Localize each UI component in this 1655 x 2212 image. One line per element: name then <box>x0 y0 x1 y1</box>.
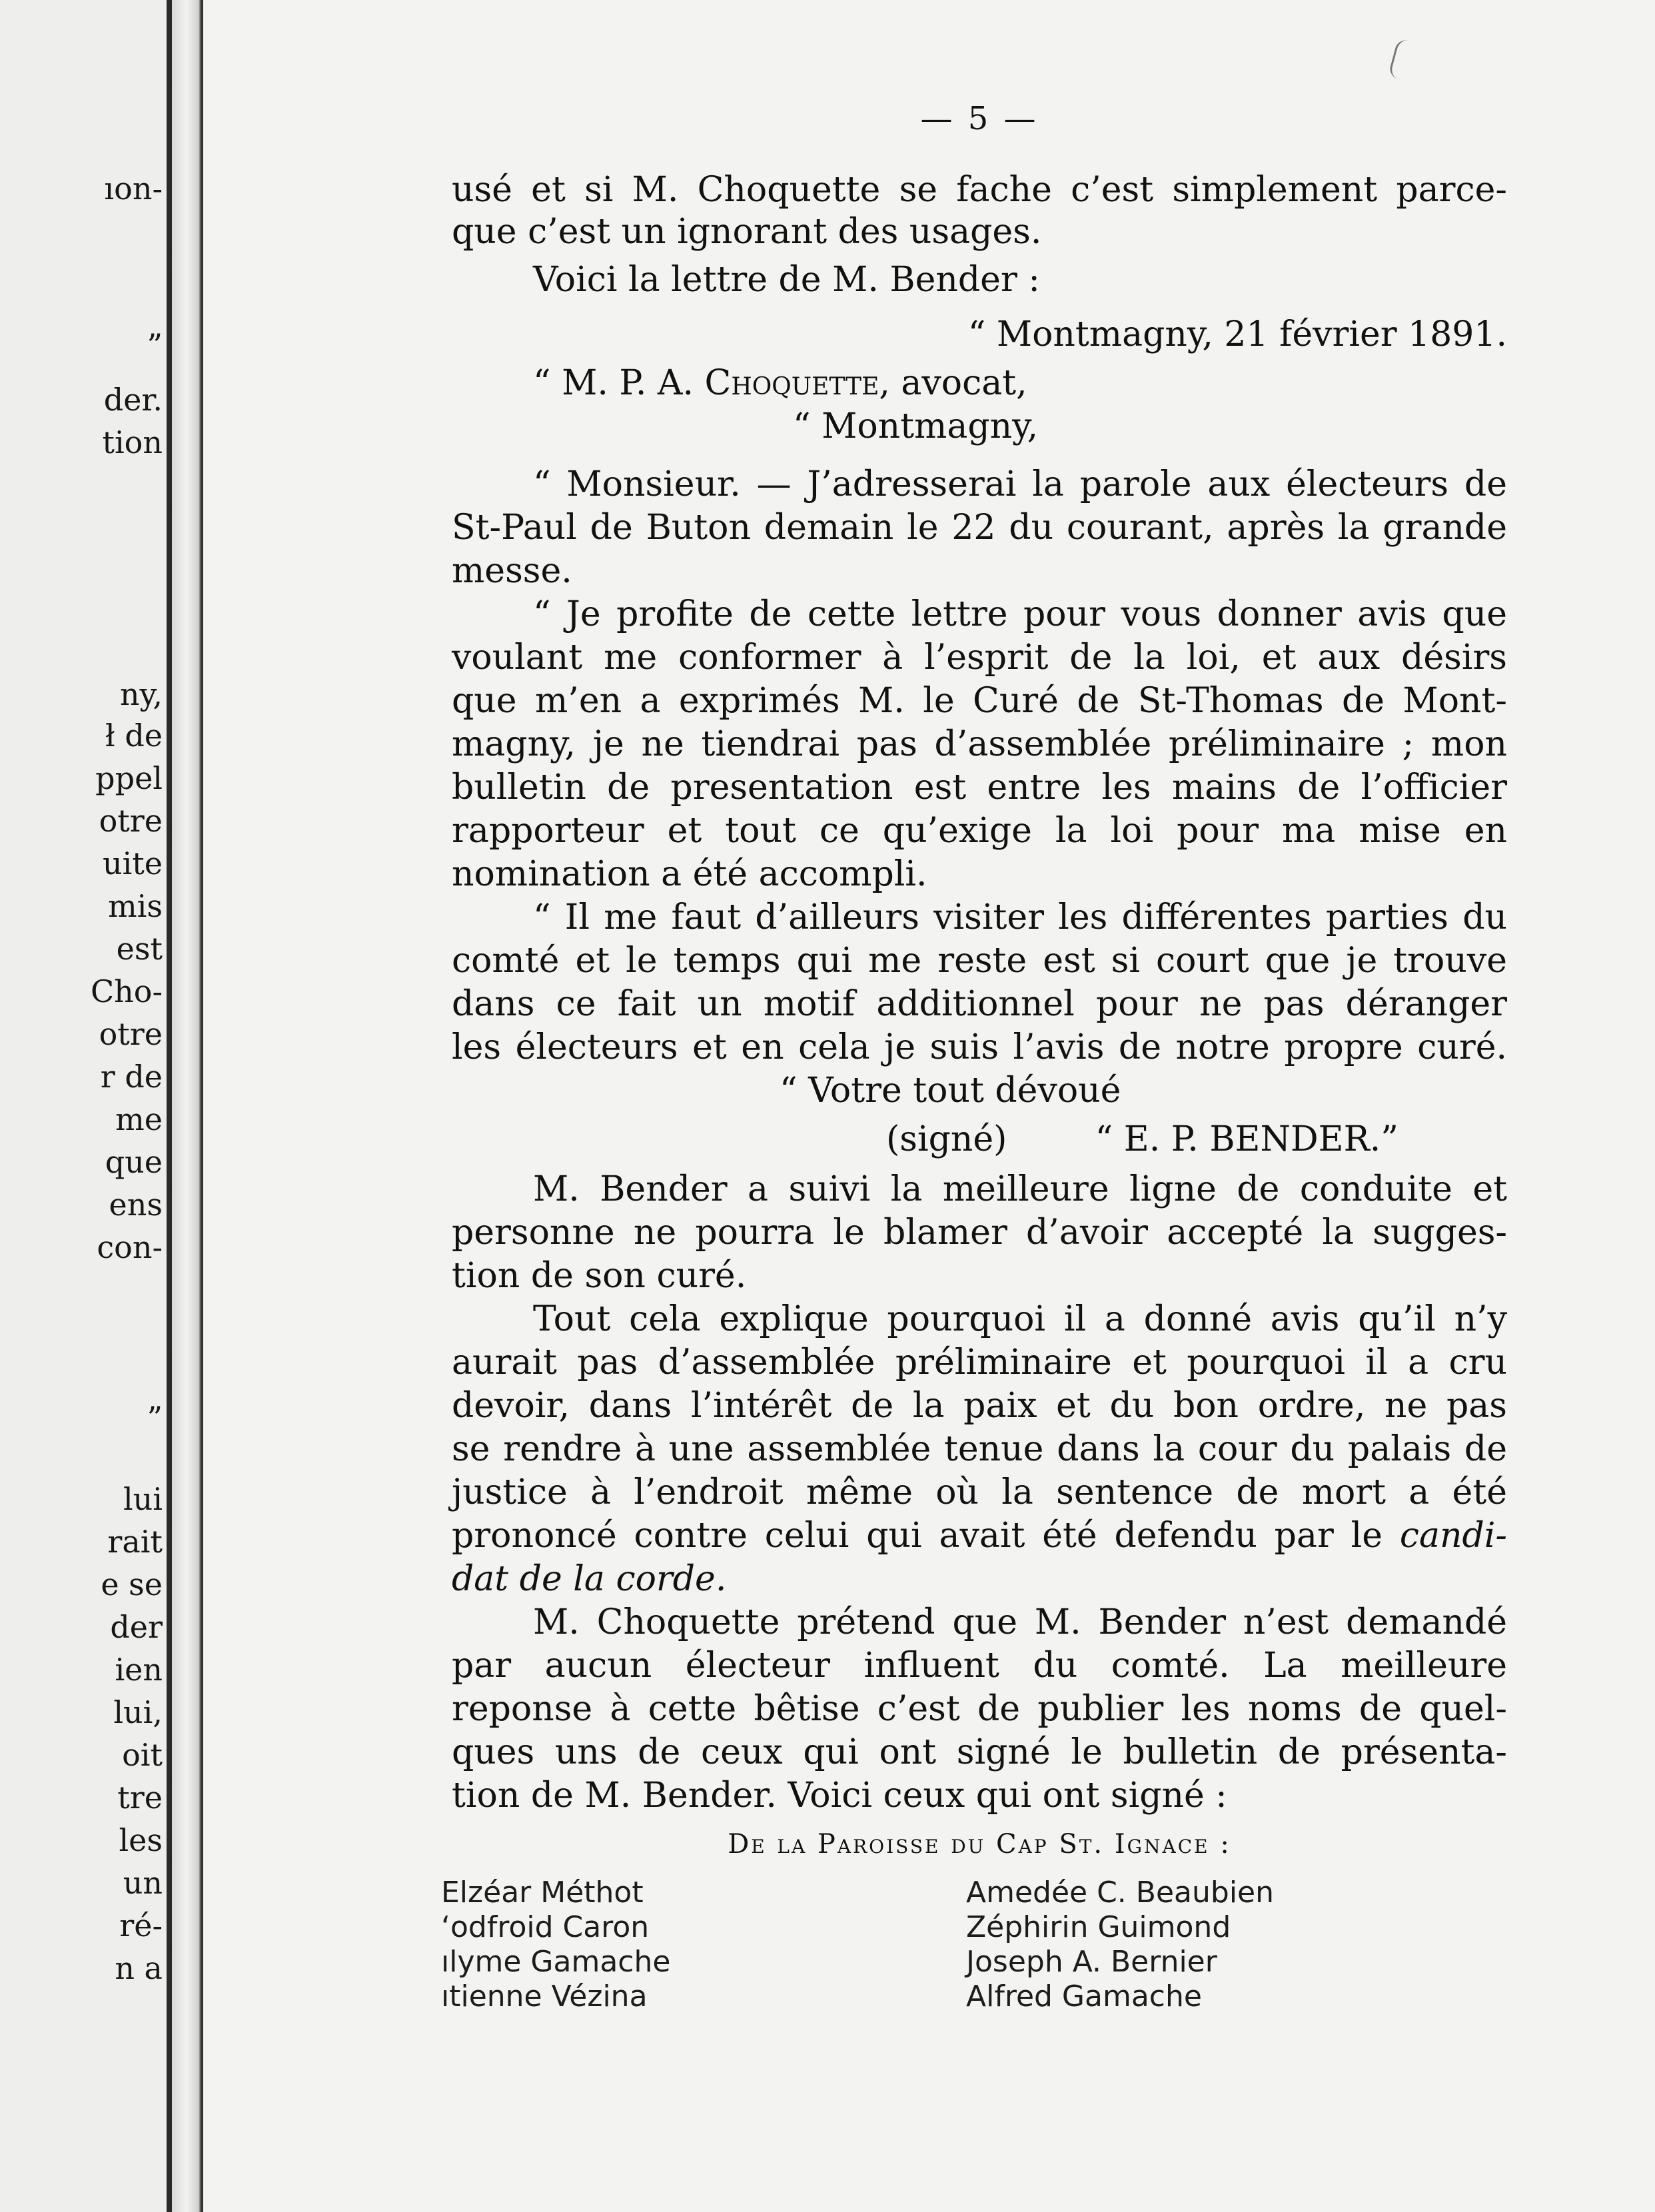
text-span: “ M. P. A. <box>533 363 705 403</box>
left-fragment: ” <box>147 1400 163 1436</box>
signature-line: (signé) “ E. P. BENDER.” <box>886 1119 1398 1159</box>
page-number: — 5 — <box>920 100 1039 137</box>
left-fragment: un <box>123 1865 163 1901</box>
text-line: aurait pas d’assemblée préliminaire et pourquoi il a cru <box>452 1343 1507 1382</box>
recipient-name: Choquette <box>704 363 879 403</box>
left-fragment: lui, <box>113 1694 163 1730</box>
signatory-name: ılyme Gamache <box>441 1945 671 1979</box>
signatory-name: Joseph A. Bernier <box>966 1945 1217 1979</box>
signatory-name: Elzéar Méthot <box>441 1876 644 1910</box>
text-line: que c’est un ignorant des usages. <box>452 212 1042 252</box>
left-fragment: rait <box>107 1524 163 1560</box>
text-line: messe. <box>452 551 572 591</box>
text-line: que m’en a exprimés M. le Curé de St-Thomas de Mont- <box>452 681 1507 721</box>
section-heading: De la Paroisse du Cap St. Ignace : <box>728 1829 1231 1860</box>
text-line: voulant me conformer à l’esprit de la loi, et aux désirs <box>452 638 1507 678</box>
text-line: bulletin de presentation est entre les mains de l’officier <box>452 768 1507 808</box>
signatory-name: Zéphirin Guimond <box>966 1910 1231 1944</box>
left-fragment: me <box>115 1101 163 1137</box>
text-line: justice à l’endroit même où la sentence de mort a été <box>452 1472 1507 1512</box>
text-line: personne ne pourra le blamer d’avoir accepté la sugges- <box>452 1213 1507 1253</box>
signatory-name: ıtienne Vézina <box>441 1979 648 2013</box>
signatory-name: ‘odfroid Caron <box>441 1910 650 1944</box>
text-line: “ Montmagny, <box>793 406 1039 446</box>
left-fragment: tion <box>102 424 163 460</box>
left-fragment: uite <box>102 845 163 881</box>
text-line: par aucun électeur influent du comté. La meilleure <box>452 1646 1507 1686</box>
text-line: M. Bender a suivi la meilleure ligne de conduite et <box>533 1169 1507 1209</box>
left-facing-page <box>0 0 167 2212</box>
left-fragment: lui <box>123 1481 163 1517</box>
text-line: dans ce fait un motif additionnel pour ne pas déranger <box>452 984 1507 1024</box>
text-line: reponse à cette bêtise c’est de publier les noms de quel- <box>452 1689 1507 1729</box>
left-fragment: ł de <box>105 718 163 754</box>
left-fragment: ” <box>147 327 163 363</box>
text-line: “ Monsieur. — J’adresserai la parole aux électeurs de <box>533 464 1507 504</box>
left-fragment: der <box>110 1609 163 1645</box>
text-span: prononcé contre celui qui avait été defendu par le <box>452 1516 1400 1556</box>
left-fragment: ens <box>109 1187 163 1223</box>
left-fragment: r de <box>100 1059 163 1095</box>
text-line: “ Votre tout dévoué <box>780 1071 1121 1111</box>
text-line <box>533 363 1507 403</box>
text-span: , avocat, <box>879 363 1027 403</box>
text-line: se rendre à une assemblée tenue dans la cour du palais de <box>452 1429 1507 1469</box>
text-line <box>452 1516 1507 1556</box>
text-line: magny, je ne tiendrai pas d’assemblée préliminaire ; mon <box>452 724 1507 764</box>
text-line: les électeurs et en cela je suis l’avis de notre propre curé. <box>452 1027 1507 1067</box>
text-line: usé et si M. Choquette se fache c’est simplement parce- <box>452 170 1507 210</box>
left-fragment: con- <box>97 1229 163 1265</box>
left-fragment: oit <box>122 1737 163 1773</box>
text-line: Tout cela explique pourquoi il a donné avis qu’il n’y <box>533 1299 1507 1339</box>
text-line: ques uns de ceux qui ont signé le bulletin de présenta- <box>452 1732 1507 1772</box>
text-line: M. Choquette prétend que M. Bender n’est demandé <box>533 1602 1507 1642</box>
text-line: “ Montmagny, 21 février 1891. <box>967 314 1507 354</box>
left-fragment: otre <box>99 1016 163 1052</box>
left-fragment: ré- <box>119 1908 163 1943</box>
text-line: Voici la lettre de M. Bender : <box>533 260 1040 300</box>
signatory-name: Alfred Gamache <box>966 1979 1202 2013</box>
left-fragment: est <box>116 931 163 967</box>
left-fragment: ppel <box>95 760 163 796</box>
text-line: nomination a été accompli. <box>452 854 927 894</box>
left-fragment: e se <box>101 1566 163 1602</box>
left-fragment: Cho- <box>90 973 163 1009</box>
left-fragment: que <box>105 1144 163 1180</box>
italic-text: candi- <box>1399 1516 1507 1556</box>
text-line: “ Je profite de cette lettre pour vous donner avis que <box>533 594 1507 634</box>
text-line: dat de la corde. <box>452 1559 727 1599</box>
book-binding-gutter <box>167 0 203 2212</box>
text-line: rapporteur et tout ce qu’exige la loi pour ma mise en <box>452 811 1507 851</box>
left-fragment: ıon- <box>104 171 163 207</box>
left-fragment: ny, <box>119 676 163 712</box>
text-line: “ Il me faut d’ailleurs visiter les différentes parties du <box>533 897 1507 937</box>
left-fragment: tre <box>117 1780 163 1816</box>
left-fragment: n a <box>115 1950 163 1986</box>
signatory-name: Amedée C. Beaubien <box>966 1876 1274 1910</box>
left-fragment: les <box>119 1822 163 1858</box>
text-line: comté et le temps qui me reste est si court que je trouve <box>452 941 1507 981</box>
left-fragment: otre <box>99 803 163 839</box>
left-fragment: der. <box>103 382 163 418</box>
text-line: tion de M. Bender. Voici ceux qui ont signé : <box>452 1776 1227 1816</box>
text-line: St-Paul de Buton demain le 22 du courant, après la grande <box>452 508 1507 548</box>
text-line: tion de son curé. <box>452 1256 747 1296</box>
text-line: devoir, dans l’intérêt de la paix et du bon ordre, ne pas <box>452 1386 1507 1426</box>
left-fragment: ien <box>115 1652 163 1688</box>
left-fragment: mis <box>108 888 163 924</box>
